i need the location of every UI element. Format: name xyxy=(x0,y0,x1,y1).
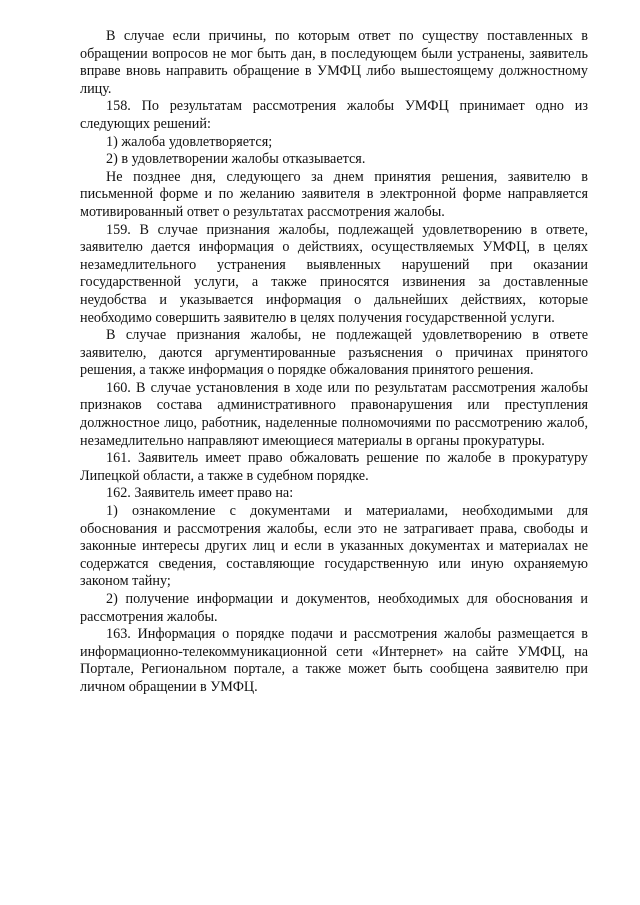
paragraph-rejection: В случае признания жалобы, не подлежащей удовлетворению в ответе заявителю, даются аргументированные разъяснения о причинах принятого решения, а также информация о порядке обжалования принятого решения. xyxy=(80,327,588,379)
paragraph-160: 160. В случае установления в ходе или по результатам рассмотрения жалобы признаков состава административного правонарушения или преступления должностное лицо, работник, наделенные полномочиями по рассмотрению жалоб, незамедлительно направляют имеющиеся материалы в органы прокуратуры. xyxy=(80,379,588,449)
paragraph-159: 159. В случае признания жалобы, подлежащей удовлетворению в ответе, заявителю дается информация о действиях, осуществляемых УМФЦ, в целях незамедлительного устранения выявленных нарушений при оказании государственной услуги, а также приносятся извинения за доставленные неудобства и указывается информация о дальнейших действиях, которые необходимо совершить заявителю в целях получения государственной услуги. xyxy=(80,221,588,326)
paragraph-decision-1: 1) жалоба удовлетворяется; xyxy=(106,133,273,150)
paragraph-answer-deadline: Не позднее дня, следующего за днем принятия решения, заявителю в письменной форме и по желанию заявителя в электронной форме направляется мотивированный ответ о результатах рассмотрения жалобы. xyxy=(80,168,588,220)
paragraph-162: 162. Заявитель имеет право на: xyxy=(106,485,294,502)
document-page xyxy=(80,28,588,697)
paragraph-161: 161. Заявитель имеет право обжаловать решение по жалобе в прокуратуру Липецкой области, а также в судебном порядке. xyxy=(80,450,588,484)
paragraph-decision-2: 2) в удовлетворении жалобы отказывается. xyxy=(106,151,366,168)
paragraph-158: 158. По результатам рассмотрения жалобы УМФЦ принимает одно из следующих решений: xyxy=(80,98,588,132)
paragraph-right-2: 2) получение информации и документов, необходимых для обоснования и рассмотрения жалобы. xyxy=(80,591,588,625)
paragraph-reappeal: В случае если причины, по которым ответ по существу поставленных в обращении вопросов не мог быть дан, в последующем были устранены, заявитель вправе вновь направить обращение в УМФЦ либо вышестоящему должностному лицу. xyxy=(80,28,588,97)
paragraph-163: 163. Информация о порядке подачи и рассмотрения жалобы размещается в информационно-телекоммуникационной сети «Интернет» на сайте УМФЦ, на Портале, Региональном портале, а также может быть сообщена заявителю при личном обращении в УМФЦ. xyxy=(80,626,588,695)
paragraph-right-1: 1) ознакомление с документами и материалами, необходимыми для обоснования и рассмотрения жалобы, если это не затрагивает права, свободы и законные интересы других лиц и если в указанных документах и материалах не содержатся сведения, составляющие государственную или иную охраняемую законом тайну; xyxy=(80,503,588,590)
